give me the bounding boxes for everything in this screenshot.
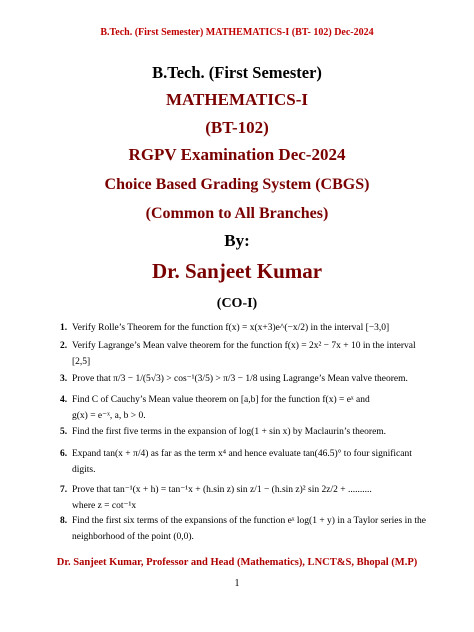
question-text: Find the first five terms in the expansion of log(1 + sin x) by Maclaurin’s theorem. — [72, 427, 387, 437]
title-branches: (Common to All Branches) — [145, 205, 329, 222]
title-subject: MATHEMATICS-I — [166, 90, 308, 109]
question-text: Prove that π/3 − 1/(5√3) > cos⁻¹(3/5) > π/3 − 1/8 using Lagrange’s Mean valve theorem. — [72, 374, 408, 384]
title-system: Choice Based Grading System (CBGS) — [104, 176, 370, 193]
question-5 — [60, 424, 432, 440]
question-text: Find the first six terms of the expansions of the function eˣ log(1 + y) in a Taylor series in the — [72, 516, 426, 526]
question-number: 7. — [60, 485, 68, 495]
question-number: 1. — [60, 323, 68, 333]
question-number: 5. — [60, 427, 68, 437]
footer-credit: Dr. Sanjeet Kumar, Professor and Head (Mathematics), LNCT&S, Bhopal (M.P) — [56, 557, 418, 568]
question-text: Expand tan(x + π/4) as far as the term x⁴ and hence evaluate tan(46.5)° to four significant — [72, 449, 412, 459]
question-6 — [60, 446, 432, 478]
section-heading: (CO-I) — [216, 296, 258, 311]
question-text: Prove that tan⁻¹(x + h) = tan⁻¹x + (h.sin z) sin z/1 − (h.sin z)² sin 2z/2 + .......... — [72, 485, 372, 495]
question-number: 6. — [60, 449, 68, 459]
title-exam: RGPV Examination Dec-2024 — [128, 145, 346, 164]
question-number: 8. — [60, 516, 68, 526]
question-text: Verify Lagrange’s Mean valve theorem for the function f(x) = 2x² − 7x + 10 in the interval — [72, 341, 416, 351]
running-header: B.Tech. (First Semester) MATHEMATICS-I (BT- 102) Dec-2024 — [100, 27, 374, 38]
question-text: Verify Rolle’s Theorem for the function f(x) = x(x+3)e^(−x/2) in the interval [−3,0] — [72, 323, 390, 333]
author-name: Dr. Sanjeet Kumar — [151, 259, 323, 283]
question-text: Find C of Cauchy’s Mean value theorem on [a,b] for the function f(x) = eˣ and — [72, 395, 370, 405]
title-by: By: — [224, 231, 250, 250]
title-code: (BT-102) — [205, 118, 269, 137]
question-8 — [60, 513, 432, 545]
page-number: 1 — [234, 578, 240, 589]
question-text-cont: g(x) = e⁻ˣ, a, b > 0. — [72, 411, 146, 421]
question-text-cont: neighborhood of the point (0,0). — [72, 532, 194, 542]
question-text-cont: [2,5] — [72, 357, 91, 367]
question-number: 4. — [60, 395, 68, 405]
title-course: B.Tech. (First Semester) — [152, 63, 322, 82]
question-number: 2. — [60, 341, 68, 351]
question-text-cont: where z = cot⁻¹x — [72, 501, 137, 511]
question-2 — [60, 338, 432, 370]
question-4 — [60, 392, 432, 424]
question-7 — [60, 482, 432, 514]
question-3 — [60, 371, 432, 387]
question-number: 3. — [60, 374, 68, 384]
question-text-cont: digits. — [72, 465, 96, 475]
question-1 — [60, 320, 432, 336]
